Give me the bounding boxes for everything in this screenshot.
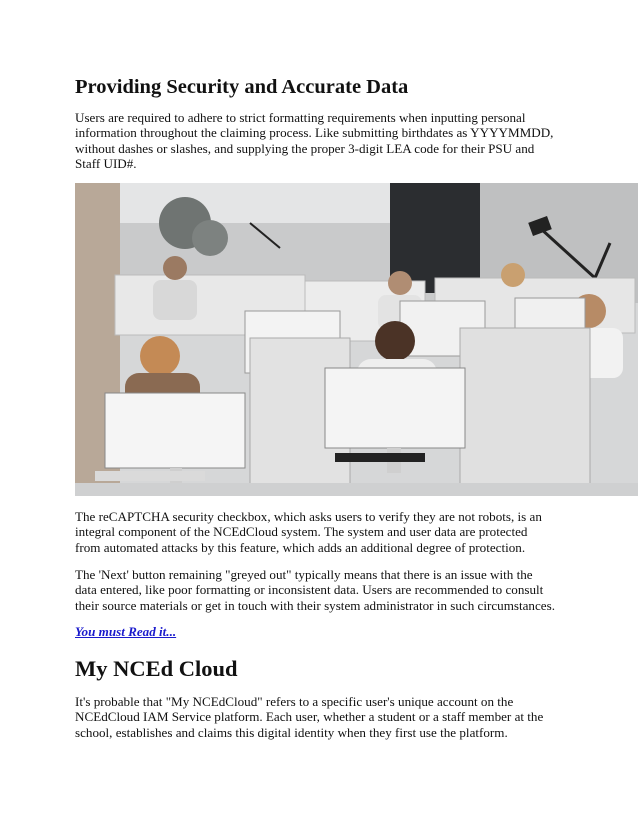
paragraph-my-nced-cloud: It's probable that "My NCEdCloud" refers to a specific user's unique account on the NCEdCloud IAM Service platform. Each user, whether a student or a staff member at the school, establishes and claims this digital identity when they first use the platform.	[75, 694, 544, 740]
paragraph-formatting-requirements: Users are required to adhere to strict formatting requirements when inputting personal information throughout the claiming process. Like submitting birthdates as YYYYMMDD, without dashes or slashes, and supplying the proper 3-digit LEA code for their PSU and Staff UID#.	[75, 110, 554, 171]
section-heading-security: Providing Security and Accurate Data	[75, 76, 409, 98]
section-heading-my-nced-cloud: My NCEd Cloud	[75, 656, 238, 681]
read-more-link[interactable]: You must Read it...	[75, 624, 177, 639]
paragraph-recaptcha: The reCAPTCHA security checkbox, which asks users to verify they are not robots, is an integral component of the NCEdCloud system. The system and user data are protected from automated attacks by this feature, which adds an additional degree of protection.	[75, 509, 542, 555]
call-center-photo	[75, 183, 638, 496]
paragraph-next-button: The 'Next' button remaining "greyed out" typically means that there is an issue with the data entered, like poor formatting or inconsistent data. Users are recommended to consult their source materials or get in touch with their system administrator in such circumstances.	[75, 567, 555, 613]
